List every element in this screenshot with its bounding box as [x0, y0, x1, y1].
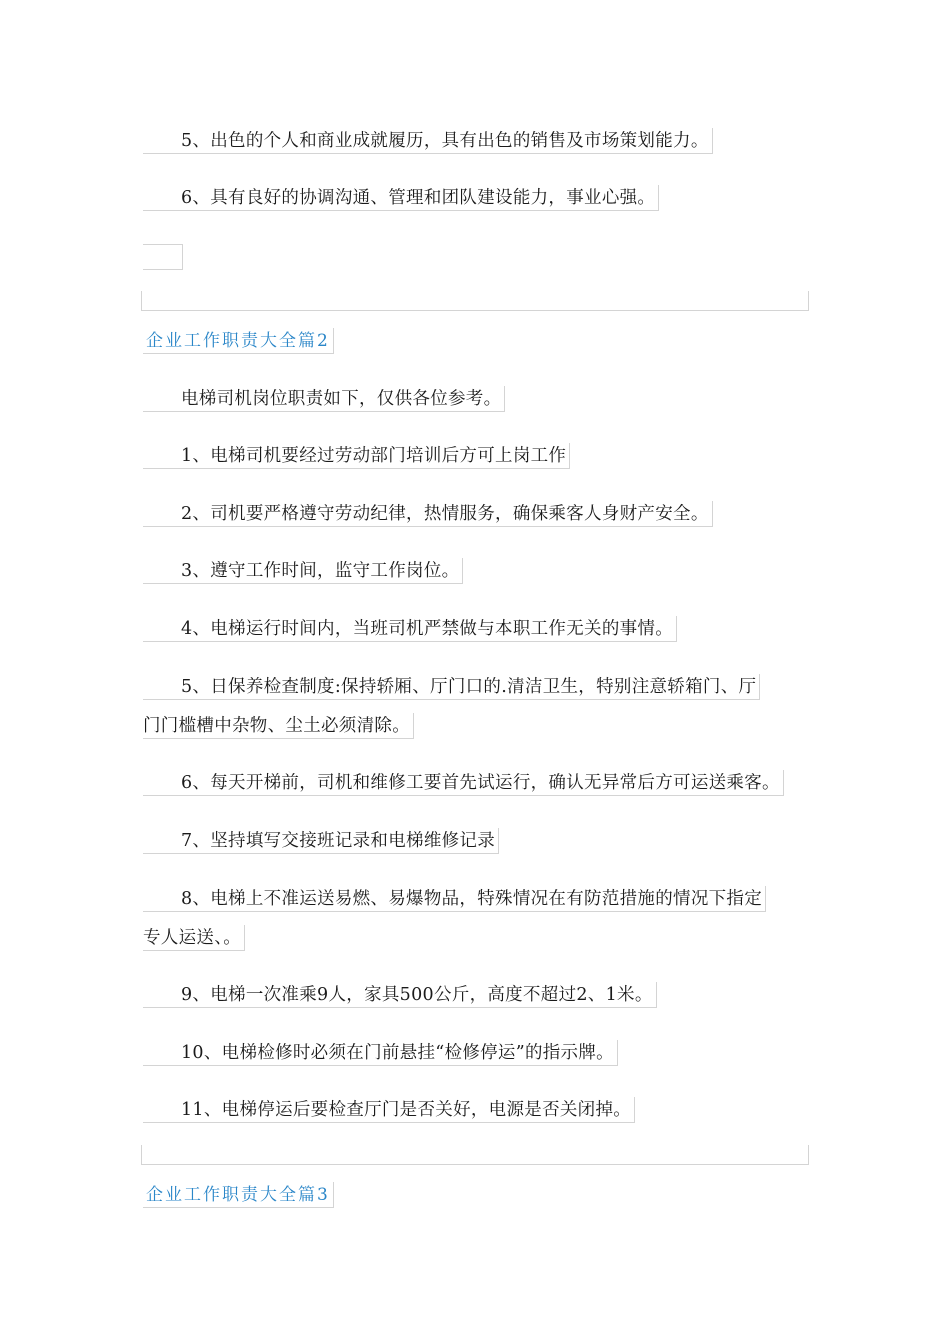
empty-paragraph — [143, 244, 183, 270]
section-divider — [141, 291, 809, 311]
paragraph-duty-5-line-1: 5、日保养检查制度:保持轿厢、厅门口的.清洁卫生，特别注意轿箱门、厅 — [143, 674, 760, 700]
paragraph-duty-8-line-1: 8、电梯上不准运送易燃、易爆物品，特殊情况在有防范措施的情况下指定 — [143, 886, 766, 912]
paragraph-requirement-6: 6、具有良好的协调沟通、管理和团队建设能力，事业心强。 — [143, 185, 659, 211]
paragraph-duty-8-line-2: 专人运送、。 — [143, 925, 245, 951]
section-heading-3: 企业工作职责大全篇3 — [143, 1182, 334, 1208]
paragraph-duty-1: 1、电梯司机要经过劳动部门培训后方可上岗工作 — [143, 443, 570, 469]
paragraph-duty-5-line-2: 门门槛槽中杂物、尘土必须清除。 — [143, 713, 414, 739]
paragraph-requirement-5: 5、出色的个人和商业成就履历，具有出色的销售及市场策划能力。 — [143, 128, 713, 154]
paragraph-duty-7: 7、坚持填写交接班记录和电梯维修记录 — [143, 828, 499, 854]
paragraph-duty-10: 10、电梯检修时必须在门前悬挂“检修停运”的指示牌。 — [143, 1040, 618, 1066]
paragraph-intro: 电梯司机岗位职责如下，仅供各位参考。 — [143, 386, 505, 412]
paragraph-duty-2: 2、司机要严格遵守劳动纪律，热情服务，确保乘客人身财产安全。 — [143, 501, 713, 527]
section-divider — [141, 1145, 809, 1165]
paragraph-duty-9: 9、电梯一次准乘9人，家具500公斤，高度不超过2、1米。 — [143, 982, 657, 1008]
paragraph-duty-4: 4、电梯运行时间内，当班司机严禁做与本职工作无关的事情。 — [143, 616, 677, 642]
paragraph-duty-3: 3、遵守工作时间，监守工作岗位。 — [143, 558, 463, 584]
paragraph-duty-6: 6、每天开梯前，司机和维修工要首先试运行，确认无异常后方可运送乘客。 — [143, 770, 784, 796]
section-heading-2: 企业工作职责大全篇2 — [143, 328, 334, 354]
paragraph-duty-11: 11、电梯停运后要检查厅门是否关好，电源是否关闭掉。 — [143, 1097, 635, 1123]
